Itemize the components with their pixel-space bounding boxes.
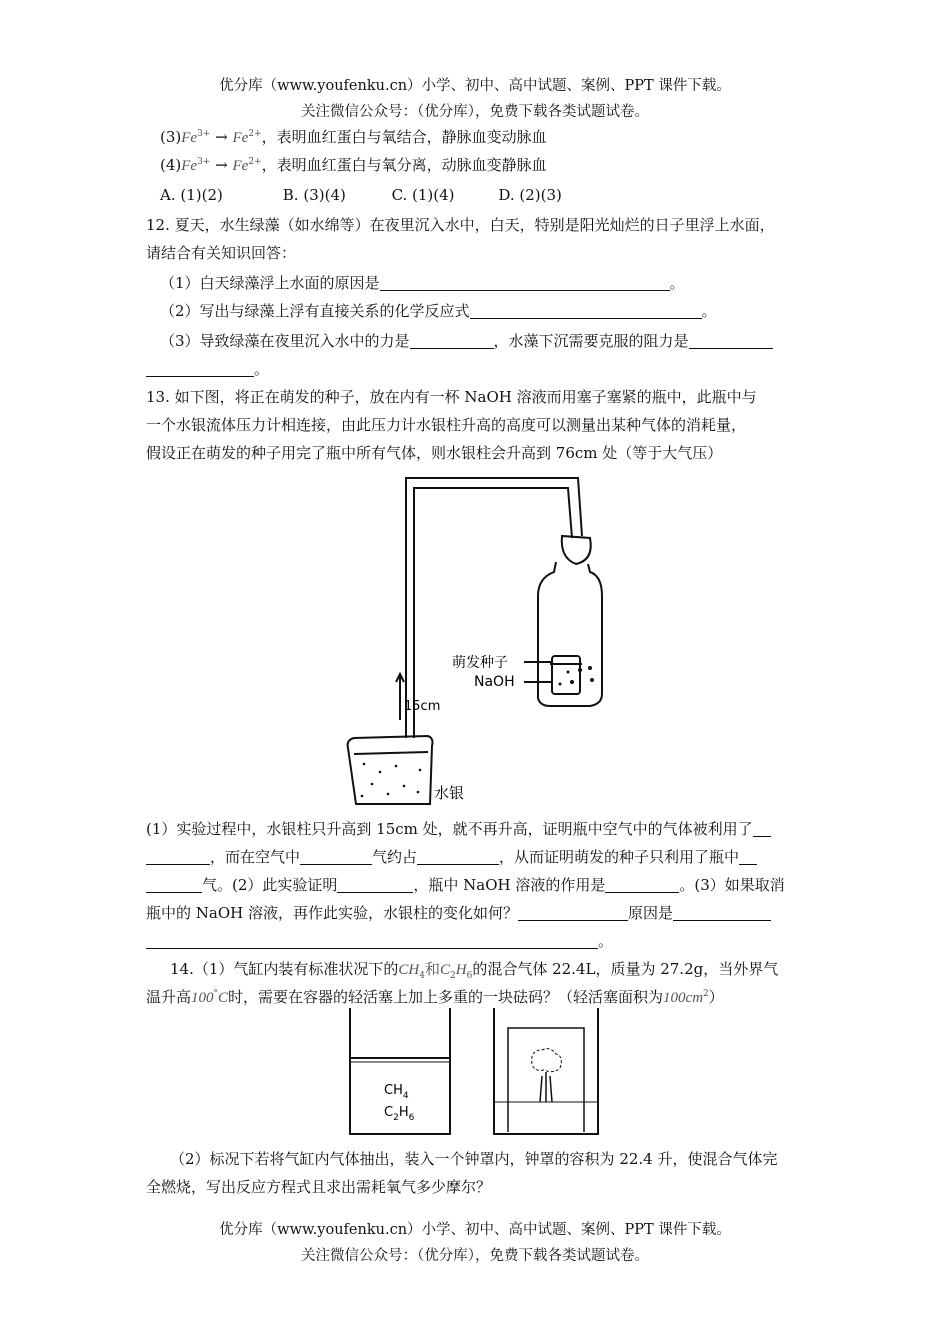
answer-blank[interactable] [337,877,413,893]
option-b: B. (3)(4) [282,186,346,204]
answer-blank[interactable] [300,849,372,865]
answer-blank[interactable] [417,849,499,865]
bell-jar-figure [486,1006,606,1138]
option-a: A. (1)(2) [160,186,223,204]
q14-part-2-line-2: 全燃烧，写出反应方程式且求出需耗氧气多少摩尔？ [146,1178,492,1196]
q12-stem-1: 12. 夏天，水生绿藻（如水绵等）在夜里沉入水中，白天，特别是阳光灿烂的日子里浮上水面， [146,216,775,234]
cylinder-label-ch4: $CH_4$ [384,1083,409,1101]
footer-line-1: 优分库（www.youfenku.cn）小学、初中、高中试题、案例、PPT 课件下载。 [219,1222,731,1238]
q14-stem-1: 14.（1）气缸内装有标准状况下的$CH_4$和$C_2H_6$的混合气体 22.4L，质量为 27.2g，当外界气 [170,960,779,981]
label-height: 15cm [404,699,441,714]
manometer-figure [340,468,620,808]
cylinder-label-c2h6: $C_2H_6$ [384,1105,415,1123]
answer-blank[interactable] [146,849,210,865]
bottle [538,562,602,706]
header-line-2: 关注微信公众号：（优分库），免费下载各类试题试卷。 [301,104,649,120]
q13-answer-4: 瓶中的 NaOH 溶液，再作此实验，水银柱的变化如何？ 原因是 [146,902,816,923]
footer-line-2: 关注微信公众号：（优分库），免费下载各类试题试卷。 [301,1248,649,1264]
answer-blank[interactable] [146,933,598,949]
header-line-1: 优分库（www.youfenku.cn）小学、初中、高中试题、案例、PPT 课件下载。 [219,78,731,94]
q13-answer-1: (1）实验过程中，水银柱只升高到 15cm 处，就不再升高，证明瓶中空气中的气体被利用了 [146,818,816,839]
q13-answer-2: ，而在空气中 气约占 ，从而证明萌发的种子只利用了瓶中 [146,846,816,867]
answer-blank[interactable] [146,877,202,893]
label-seeds: 萌发种子 [452,655,508,671]
option-c: C. (1)(4) [391,186,455,204]
answer-blank[interactable] [753,821,771,837]
stopper [562,536,591,564]
q13-stem-2: 一个水银流体压力计相连接，由此压力计水银柱升高的高度可以测量出某种气体的消耗量， [146,416,747,434]
cylinder-figure [340,1006,460,1138]
q13-answer-3: 气。(2）此实验证明 ，瓶中 NaOH 溶液的作用是 。(3）如果取消 [146,874,816,895]
answer-blank[interactable] [470,303,702,319]
answer-blank[interactable] [605,877,679,893]
q14-stem-2: 温升高100°C时，需要在容器的轻活塞上加上多重的一块砝码？（轻活塞面积为$100cm^2$） [146,988,724,1006]
label-naoh: NaOH [474,674,515,690]
answer-blank[interactable] [380,275,670,291]
q11-options [160,186,830,204]
answer-blank[interactable] [673,905,771,921]
answer-blank[interactable] [518,905,628,921]
label-mercury: 水银 [434,784,465,802]
q12-part-3: （3）导致绿藻在夜里沉入水中的力是 ，水藻下沉需要克服的阻力是 [160,330,830,351]
q11-item-3: $(3)Fe^{3+} \to Fe^{2+}$，表明血红蛋白与氧结合，静脉血变动脉血 [160,128,547,146]
answer-blank[interactable] [146,361,254,377]
q13-answer-5: 。 [146,930,816,951]
naoh-cup [552,656,580,694]
answer-blank[interactable] [410,333,494,349]
q11-item-4: $(4)Fe^{3+} \to Fe^{2+}$，表明血红蛋白与氧分离，动脉血变静脉血 [160,156,547,174]
q12-part-2: （2）写出与绿藻上浮有直接关系的化学反应式 。 [160,302,717,320]
q14-part-2-line-1: （2）标况下若将气缸内气体抽出，装入一个钟罩内，钟罩的容积为 22.4 升，使混合气体完 [170,1150,778,1168]
q13-stem-1: 13. 如下图，将正在萌发的种子，放在内有一杯 NaOH 溶液而用塞子塞紧的瓶中，此瓶中与 [146,388,757,406]
option-d: D. (2)(3) [498,186,562,204]
q12-stem-2: 请结合有关知识回答： [146,244,297,262]
q12-part-1: （1）白天绿藻浮上水面的原因是 。 [160,274,685,292]
candle-stand [540,1072,552,1102]
answer-blank[interactable] [739,849,757,865]
q13-stem-3: 假设正在萌发的种子用完了瓶中所有气体，则水银柱会升高到 76cm 处（等于大气压） [146,444,723,462]
q12-part-3-cont: 。 [146,358,816,379]
answer-blank[interactable] [689,333,773,349]
flame [532,1049,562,1072]
